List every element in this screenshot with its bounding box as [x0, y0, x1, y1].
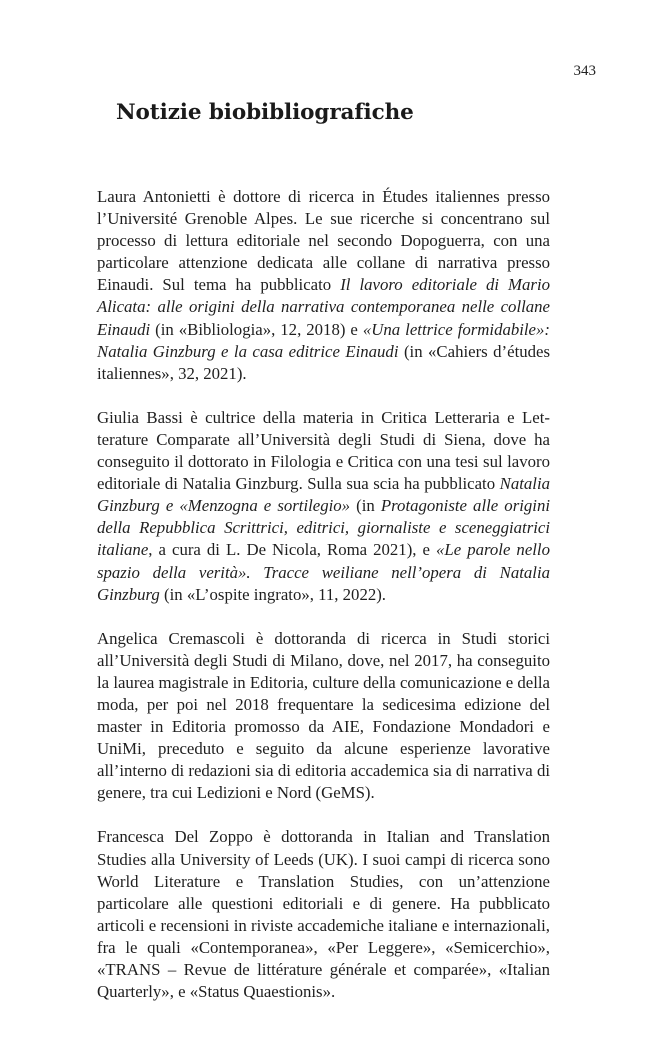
bio-text: (in «Cahiers d’études italiennes», 32, 2021). [97, 341, 550, 383]
bio-text: (in [350, 496, 381, 516]
page-title: Notizie biobibliografiche [116, 100, 414, 125]
bio-text: (in «Bibliologia», 12, 2018) e [150, 319, 363, 339]
bio-text: è dottore di ricerca in Études italiennes presso l’Université Grenoble Alpes. Le sue ricerche si concentrano sul processo di lettura editoriale nel secondo Dopoguerra, con una particolare attenzione dedicata alle collane di narrativa presso Einaudi. Sul tema ha pubblicato [97, 187, 550, 295]
bio-author-name: Giulia Bassi [97, 407, 183, 427]
bio-text: è cultrice della materia in Critica Letteraria e Letterature Comparate all’Università degli Studi di Siena, dove ha conseguito il dottorato in Filologia e Critica con una tesi sul lavoro editoriale di Natalia Ginzburg. Sulla sua scia ha pubblicato [97, 407, 550, 494]
page-number: 343 [573, 63, 596, 79]
bio-work-title: «Una lettrice formidabile»: Natalia Ginzburg e la casa editrice Einaudi [97, 319, 550, 361]
bio-text: è dottoranda in Italian and Translation Studies alla University of Leeds (UK). I suoi campi di ricerca sono World Literature e Translation Studies, con un’attenzione particolare alle questioni editoriali e di genere. Ha pubblicato articoli e recensioni in riviste accademiche italiane e internazionali, fra le quali «Contemporanea», «Per Leggere», «Semicerchio», «TRANS – Revue de littérature générale et comparée», «Italian Quarterly», e «Status Quaestionis». [97, 827, 550, 1002]
bio-text: , a cura di L. De Nicola, Roma 2021), e [148, 540, 436, 560]
bio-author-name: Francesca Del Zoppo [97, 827, 253, 847]
bio-work-title: Protagoniste alle origini della Repubblica Scrittrici, editrici, giornaliste e sceneggiatrici italiane [97, 496, 550, 560]
bio-text: è dottoranda di ricerca in Studi storici all’Università degli Studi di Milano, dove, nel 2017, ha conseguito la laurea magistrale in Editoria, culture della comunicazione e della moda, per poi nel 2018 frequentare la sedicesima edizione del master in Editoria promosso da AIE, Fondazione Mondadori e UniMi, preceduto e seguito da alcune esperienze lavorative all’interno di redazioni sia di editoria accademica sia di narrativa di genere, tra cui Ledizioni e Nord (GeMS). [97, 628, 550, 803]
bio-text: (in «L’ospite ingrato», 11, 2022). [159, 584, 387, 604]
bio-paragraph [97, 826, 550, 1003]
bio-author-name: Angelica Cremascoli [97, 628, 245, 648]
bio-paragraph [97, 628, 550, 805]
bio-list [97, 186, 550, 1025]
bio-work-title: Il lavoro editoriale di Mario Alicata: alle origini della narrativa contemporanea nelle collane Einaudi [97, 275, 550, 339]
bio-work-title: «Le parole nello spazio della verità». Tracce weiliane nell’opera di Natalia Ginzburg [97, 540, 550, 604]
bio-author-name: Laura Antonietti [97, 187, 211, 206]
bio-work-title: Natalia Ginzburg e «Menzogna e sortilegio» [97, 474, 550, 516]
bio-paragraph [97, 186, 550, 385]
bio-paragraph [97, 407, 550, 606]
